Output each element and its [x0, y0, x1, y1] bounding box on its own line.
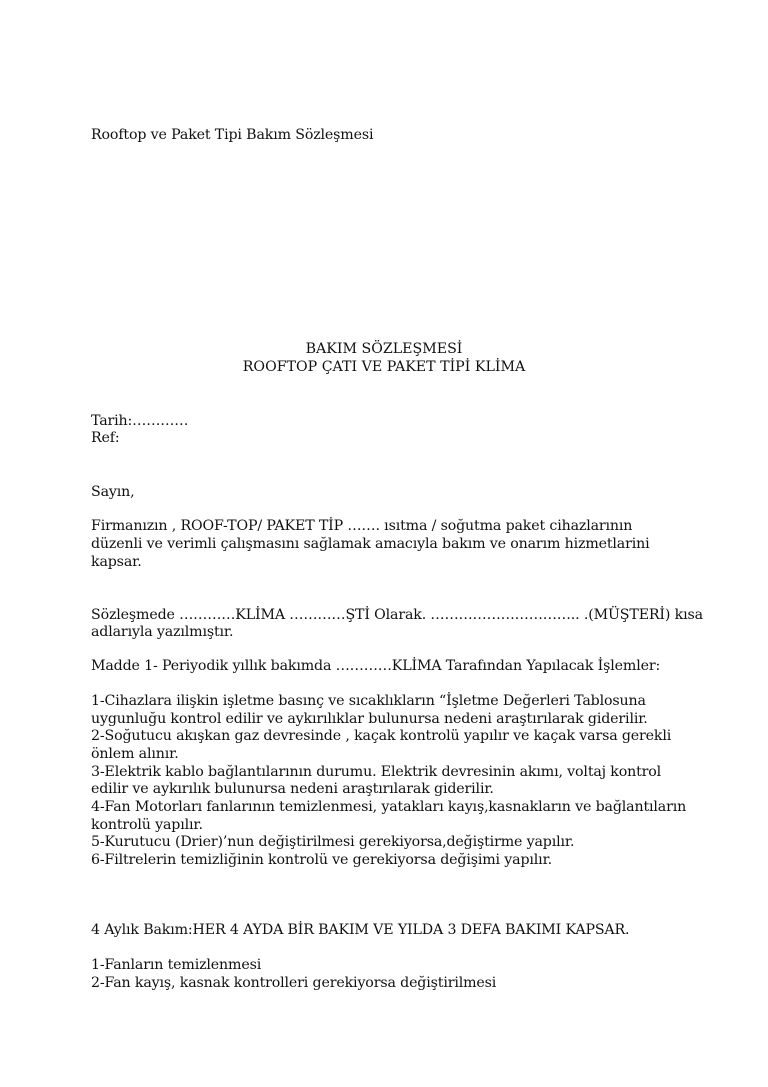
quarterly-item: 2-Fan kayış, kasnak kontrolleri gerekiyorsa değiştirilmesi — [91, 975, 497, 991]
article-1-title: Madde 1- Periyodik yıllık bakımda …………KLİMA Tarafından Yapılacak İşlemler: — [91, 658, 661, 674]
article-1-item-line: 3-Elektrik kablo bağlantılarının durumu. Elektrik devresinin akımı, voltaj kontrol — [91, 764, 662, 780]
salutation: Sayın, — [91, 484, 135, 500]
quarterly-item: 1-Fanların temizlenmesi — [91, 957, 262, 973]
contract-subheading: ROOFTOP ÇATI VE PAKET TİPİ KLİMA — [242, 359, 526, 375]
article-1-item-line: kontrolü yapılır. — [91, 817, 203, 833]
article-1-item-line: 6-Filtrelerin temizliğinin kontrolü ve gerekiyorsa değişimi yapılır. — [91, 852, 552, 868]
article-1-item-line: 5-Kurutucu (Drier)’nun değiştirilmesi gerekiyorsa,değiştirme yapılır. — [91, 834, 575, 850]
intro-line: kapsar. — [91, 554, 142, 570]
date-line: Tarih:………… — [91, 413, 189, 429]
ref-line: Ref: — [91, 430, 120, 446]
article-1-item-line: 4-Fan Motorları fanlarının temizlenmesi, yatakları kayış,kasnakların ve bağlantıların — [91, 799, 687, 815]
contract-heading: BAKIM SÖZLEŞMESİ — [305, 341, 463, 357]
article-1-item-line: 2-Soğutucu akışkan gaz devresinde , kaçak kontrolü yapılır ve kaçak varsa gerekli — [91, 728, 672, 744]
article-1-item-line: uygunluğu kontrol edilir ve aykırılıklar bulunursa nedeni araştırılarak giderilir. — [91, 711, 648, 727]
parties-line: adlarıyla yazılmıştır. — [91, 624, 234, 640]
article-1-item-line: önlem alınır. — [91, 746, 179, 762]
article-1-item-line: 1-Cihazlara ilişkin işletme basınç ve sıcaklıkların “İşletme Değerleri Tablosuna — [91, 693, 646, 709]
article-1-item-line: edilir ve aykırılık bulunursa nedeni araştırılarak giderilir. — [91, 781, 494, 797]
document-top-title: Rooftop ve Paket Tipi Bakım Sözleşmesi — [91, 127, 374, 143]
intro-line: Firmanızın , ROOF-TOP/ PAKET TİP ……. ısıtma / soğutma paket cihazlarının — [91, 518, 633, 534]
quarterly-maintenance-title: 4 Aylık Bakım:HER 4 AYDA BİR BAKIM VE YILDA 3 DEFA BAKIMI KAPSAR. — [91, 922, 630, 938]
parties-line: Sözleşmede …………KLİMA …………ŞTİ Olarak. ………………………….. .(MÜŞTERİ) kısa — [91, 607, 703, 623]
intro-line: düzenli ve verimli çalışmasını sağlamak amacıyla bakım ve onarım hizmetlarini — [91, 536, 650, 552]
